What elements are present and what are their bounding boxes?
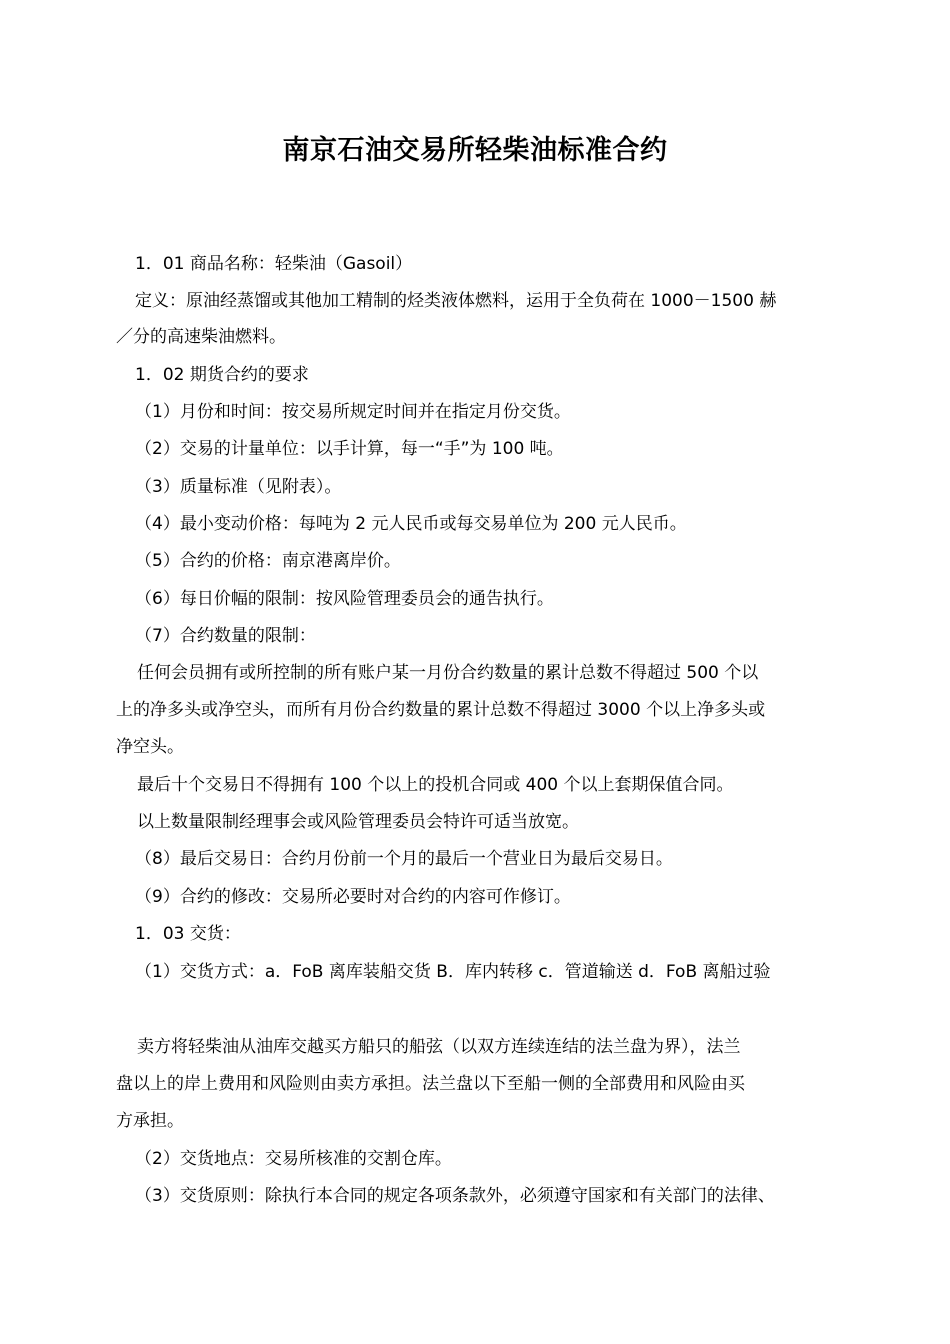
clause-7-paragraph-line-2: 上的净多头或净空头，而所有月份合约数量的累计总数不得超过 3000 个以上净多头或 bbox=[116, 700, 766, 720]
delivery-clause-1: （1）交货方式：a．FoB 离库装船交货 B．库内转移 c．管道输送 d．FoB 离船过验 bbox=[135, 962, 771, 982]
section-1-03-heading: 1．03 交货： bbox=[135, 924, 241, 944]
clause-5: （5）合约的价格：南京港离岸价。 bbox=[135, 551, 401, 571]
clause-7-last-days: 最后十个交易日不得拥有 100 个以上的投机合同或 400 个以上套期保值合同。 bbox=[137, 775, 734, 795]
clause-7-relaxation: 以上数量限制经理事会或风险管理委员会特许可适当放宽。 bbox=[137, 812, 579, 832]
section-1-01-heading: 1．01 商品名称：轻柴油（Gasoil） bbox=[135, 254, 413, 274]
clause-3: （3）质量标准（见附表）。 bbox=[135, 477, 342, 497]
delivery-paragraph-line-2: 盘以上的岸上费用和风险则由卖方承担。法兰盘以下至船一侧的全部费用和风险由买 bbox=[116, 1074, 745, 1094]
section-1-02-heading: 1．02 期货合约的要求 bbox=[135, 365, 309, 385]
clause-6: （6）每日价幅的限制：按风险管理委员会的通告执行。 bbox=[135, 589, 554, 609]
clause-7-paragraph-line-3: 净空头。 bbox=[116, 737, 184, 757]
clause-9: （9）合约的修改：交易所必要时对合约的内容可作修订。 bbox=[135, 887, 571, 907]
clause-1: （1）月份和时间：按交易所规定时间并在指定月份交货。 bbox=[135, 402, 571, 422]
document-title: 南京石油交易所轻柴油标准合约 bbox=[282, 135, 668, 166]
clause-7: （7）合约数量的限制： bbox=[135, 626, 316, 646]
delivery-paragraph-line-3: 方承担。 bbox=[116, 1111, 184, 1131]
delivery-clause-2: （2）交货地点：交易所核准的交割仓库。 bbox=[135, 1149, 452, 1169]
clause-4: （4）最小变动价格：每吨为 2 元人民币或每交易单位为 200 元人民币。 bbox=[135, 514, 687, 534]
definition-line-1: 定义：原油经蒸馏或其他加工精制的烃类液体燃料，运用于全负荷在 1000－1500 赫 bbox=[135, 291, 777, 311]
definition-line-2: ／分的高速柴油燃料。 bbox=[116, 327, 286, 347]
clause-7-paragraph-line-1: 任何会员拥有或所控制的所有账户某一月份合约数量的累计总数不得超过 500 个以 bbox=[137, 663, 759, 683]
delivery-clause-3: （3）交货原则：除执行本合同的规定各项条款外，必须遵守国家和有关部门的法律、 bbox=[135, 1186, 775, 1206]
delivery-paragraph-line-1: 卖方将轻柴油从油库交越买方船只的船弦（以双方连续连结的法兰盘为界），法兰 bbox=[137, 1037, 741, 1057]
clause-2: （2）交易的计量单位：以手计算，每一“手”为 100 吨。 bbox=[135, 439, 564, 459]
clause-8: （8）最后交易日：合约月份前一个月的最后一个营业日为最后交易日。 bbox=[135, 849, 673, 869]
